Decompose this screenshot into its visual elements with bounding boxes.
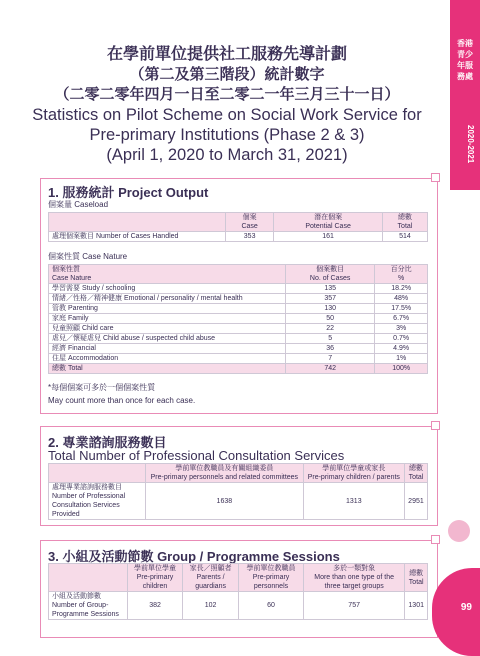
table-header: 個案性質 Case Nature 個案數目 No. of Cases 百分比 % xyxy=(49,265,428,284)
section3-title: 3. 小組及活動節數 Group / Programme Sessions xyxy=(48,549,340,564)
caseload-header-case: 個案 Case xyxy=(226,213,274,232)
section1-title: 1. 服務統計 Project Output xyxy=(48,185,209,200)
table-row: 兒童照顧 Child care 22 3% xyxy=(49,324,428,334)
table-row: 小組及活動節數 Number of Group-Programme Sessions 382 102 60 757 1301 xyxy=(49,592,428,620)
case-nature-table xyxy=(48,264,428,374)
title-en-line2: Pre-primary Institutions (Phase 2 & 3) xyxy=(89,126,365,144)
table-row: 處理個案數目 Number of Cases Handled 353 161 514 xyxy=(49,232,428,242)
table-row: 情緒／性格／精神健康 Emotional / personality / mental health 357 48% xyxy=(49,294,428,304)
case-nature-label: 個案性質 Case Nature xyxy=(48,252,128,261)
page-number-tab xyxy=(432,568,480,656)
page-number: 99 xyxy=(460,602,472,613)
title-en-line1: Statistics on Pilot Scheme on Social Work Service for xyxy=(32,106,422,124)
table-row: 學習需要 Study / schooling 135 18.2% xyxy=(49,284,428,294)
page-title xyxy=(14,44,440,165)
caseload-header-total: 總數 Total xyxy=(382,213,427,232)
caseload-header-potential: 潛在個案 Potential Case xyxy=(274,213,383,232)
box-corner-decoration xyxy=(431,421,440,430)
decorative-circle xyxy=(448,520,470,542)
table-row: 住屋 Accommodation 7 1% xyxy=(49,354,428,364)
table-row: 經濟 Financial 36 4.9% xyxy=(49,344,428,354)
title-cn-line3: （二零二零年四月一日至二零二一年三月三十一日） xyxy=(54,86,400,103)
table-row: 虐兒／懷疑虐兒 Child abuse / suspected child abuse 5 0.7% xyxy=(49,334,428,344)
group-sessions-table xyxy=(48,563,428,620)
section2-title-cn: 2. 專業諮詢服務數目 xyxy=(48,435,167,450)
caseload-table xyxy=(48,212,428,242)
table-row: 家庭 Family 50 6.7% xyxy=(49,314,428,324)
consultation-table xyxy=(48,463,428,520)
title-en-line3: (April 1, 2020 to March 31, 2021) xyxy=(106,146,348,164)
org-name: 香港青少年服務處 xyxy=(457,39,473,81)
box-corner-decoration xyxy=(431,173,440,182)
table-total-row: 總數 Total 742 100% xyxy=(49,364,428,374)
table-row: 管教 Parenting 130 17.5% xyxy=(49,304,428,314)
title-cn-line2: （第二及第三階段）統計數字 xyxy=(129,66,325,83)
section2-title-en: Total Number of Professional Consultation Services xyxy=(48,448,345,463)
caseload-label: 個案量 Caseload xyxy=(48,200,109,209)
table-header: 學前單位教職員及有關組織委員 Pre-primary personnels and related committees 學前單位學童或家長 Pre-primary children / parents 總數 Total xyxy=(49,464,428,483)
title-cn-line1: 在學前單位提供社工服務先導計劃 xyxy=(106,46,347,63)
side-banner xyxy=(450,0,480,190)
year-label: 2020-2021 xyxy=(466,125,475,164)
footnote-en: May count more than once for each case. xyxy=(48,396,196,405)
footnote-cn: *每個個案可多於一個個案性質 xyxy=(48,383,156,392)
table-header: 學前單位學童 Pre-primary children 家長／照顧者 Parents / guardians 學前單位教職員 Pre-primary personnels 多於一類對象 More than one type of the three target groups 總數 Total xyxy=(49,564,428,592)
box-corner-decoration xyxy=(431,535,440,544)
table-row: 處理專業諮詢服務數目 Number of Professional Consultation Services Provided 1638 1313 2951 xyxy=(49,483,428,520)
